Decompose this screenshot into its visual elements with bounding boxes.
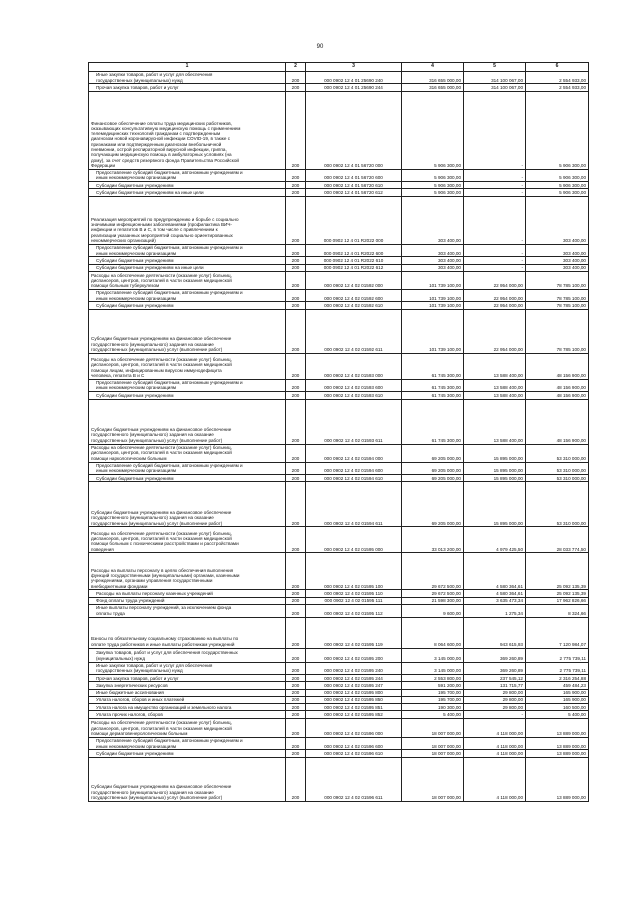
row-approved: 18 007 000,00 — [402, 737, 464, 750]
row-approved: 9 600,00 — [402, 604, 464, 617]
row-name: Субсидии бюджетным учреждениям на финансовое обеспечение государственного (муниципального) задания на оказание государственных (муниципальных) услуг (выполнение работ) — [89, 399, 286, 444]
row-executed: 4 118 000,00 — [464, 750, 526, 757]
row-name: Закупка энергетических ресурсов — [89, 682, 286, 689]
row-line-code: 200 — [286, 264, 306, 271]
row-unexecuted: 2 775 739,11 — [526, 662, 589, 675]
table-row — [89, 392, 589, 399]
row-budget-code: 000 0902 12 4 02 01596 000 — [306, 718, 402, 737]
row-executed: 3 635 473,34 — [464, 597, 526, 604]
row-approved: 101 739 100,00 — [402, 289, 464, 302]
table-row — [89, 675, 589, 682]
row-name: Реализация мероприятий по предупреждению и борьбе с социально значимыми инфекционными заболеваниями (профилактика ВИЧ- инфекции и гепатитов В и С, в том числе с привлечением к реализации указанных мероприятий социально ориентированных некоммерческих организаций) — [89, 196, 286, 244]
row-name: Взносы по обязательному социальному страхованию на выплаты по оплате труда работников и иные выплаты работникам учреждений — [89, 617, 286, 648]
row-approved: 316 655 000,00 — [402, 71, 464, 84]
row-name: Субсидии бюджетным учреждениям на финансовое обеспечение государственного (муниципального) задания на оказание государственных (муниципальных) услуг (выполнение работ) — [89, 309, 286, 353]
column-header: 2 — [286, 63, 306, 72]
row-line-code: 200 — [286, 527, 306, 553]
row-name: Субсидии бюджетным учреждениям на финансовое обеспечение государственного (муниципального) задания на оказание государственных (муниципальных) услуг (выполнение работ) — [89, 757, 286, 801]
table-row — [89, 169, 589, 182]
row-name: Иные бюджетные ассигнования — [89, 689, 286, 696]
row-approved: 69 205 000,00 — [402, 482, 464, 527]
row-budget-code: 000 0902 12 4 02 01595 247 — [306, 682, 402, 689]
row-line-code: 200 — [286, 84, 306, 91]
row-line-code: 200 — [286, 196, 306, 244]
table-row — [89, 662, 589, 675]
row-name: Субсидии бюджетным учреждениям на финансовое обеспечение государственного (муниципального) задания на оказание государственных (муниципальных) услуг (выполнение работ) — [89, 482, 286, 527]
row-budget-code: 000 0902 12 4 02 01594 611 — [306, 482, 402, 527]
row-approved: 303 400,00 — [402, 244, 464, 257]
row-unexecuted: 7 120 984,07 — [526, 617, 589, 648]
row-approved: 69 205 000,00 — [402, 444, 464, 462]
row-unexecuted: 48 156 900,00 — [526, 399, 589, 444]
row-approved: 303 400,00 — [402, 264, 464, 271]
row-name: Расходы на выплаты персоналу в целях обеспечения выполнения функций государственными (муниципальными) органами, казенными учреждениями, органами управления государственными внебюджетными фондами — [89, 553, 286, 590]
row-name: Закупка товаров, работ и услуг для обеспечения государственных (муниципальных) нужд — [89, 648, 286, 662]
row-unexecuted: 5 906 300,00 — [526, 91, 589, 169]
table-row — [89, 737, 589, 750]
row-executed: 13 588 400,00 — [464, 392, 526, 399]
row-unexecuted: 53 310 000,00 — [526, 482, 589, 527]
row-executed: 29 800,00 — [464, 696, 526, 703]
row-budget-code: 000 0902 12 4 02 01593 611 — [306, 399, 402, 444]
row-unexecuted: 165 900,00 — [526, 696, 589, 703]
row-approved: 61 745 300,00 — [402, 392, 464, 399]
row-approved: 303 400,00 — [402, 196, 464, 244]
row-name: Уплата налога на имущество организаций и земельного налога — [89, 704, 286, 711]
row-executed: - — [464, 711, 526, 718]
row-approved: 18 007 000,00 — [402, 750, 464, 757]
row-unexecuted: 48 156 900,00 — [526, 392, 589, 399]
row-executed: 314 100 067,00 — [464, 71, 526, 84]
row-line-code: 200 — [286, 662, 306, 675]
row-name: Иные закупки товаров, работ и услуг для обеспечения государственных (муниципальных) нужд — [89, 662, 286, 675]
row-unexecuted: 78 785 100,00 — [526, 289, 589, 302]
row-unexecuted: 5 400,00 — [526, 711, 589, 718]
row-budget-code: 000 0902 12 4 02 01596 610 — [306, 750, 402, 757]
row-executed: 22 954 000,00 — [464, 271, 526, 289]
row-unexecuted: 53 310 000,00 — [526, 475, 589, 482]
row-line-code: 200 — [286, 689, 306, 696]
row-name: Расходы на обеспечение деятельности (оказание услуг) больниц, диспансеров, центров, госпиталей в части оказания медицинской помощи наркологическим больным — [89, 444, 286, 462]
row-name: Субсидии бюджетным учреждениям — [89, 392, 286, 399]
row-line-code: 200 — [286, 169, 306, 182]
row-line-code: 200 — [286, 750, 306, 757]
row-line-code: 200 — [286, 399, 306, 444]
row-line-code: 200 — [286, 597, 306, 604]
row-executed: 13 588 400,00 — [464, 399, 526, 444]
table-body — [89, 71, 589, 801]
row-line-code: 200 — [286, 271, 306, 289]
row-budget-code: 000 0902 12 4 02 01595 112 — [306, 604, 402, 617]
column-header: 4 — [402, 63, 464, 72]
row-line-code: 200 — [286, 648, 306, 662]
row-budget-code: 000 0902 12 4 01 R2022 610 — [306, 257, 402, 264]
row-unexecuted: 5 906 300,00 — [526, 189, 589, 196]
row-name: Субсидии бюджетным учреждениям — [89, 475, 286, 482]
row-budget-code: 000 0902 12 4 02 01595 850 — [306, 696, 402, 703]
row-unexecuted: 17 962 826,66 — [526, 597, 589, 604]
row-line-code: 200 — [286, 182, 306, 189]
row-line-code: 200 — [286, 604, 306, 617]
row-approved: 303 400,00 — [402, 257, 464, 264]
row-line-code: 200 — [286, 590, 306, 597]
table-row — [89, 379, 589, 392]
row-budget-code: 000 0902 12 4 02 01592 611 — [306, 309, 402, 353]
row-budget-code: 000 0902 12 4 01 R2022 000 — [306, 196, 402, 244]
row-name: Расходы на обеспечение деятельности (оказание услуг) больниц, диспансеров, центров, госпиталей в части оказания медицинской помощи лицам, инфицированным вирусом иммунодефицита человека, гепатита В и С — [89, 353, 286, 379]
row-budget-code: 000 0902 12 4 02 01596 611 — [306, 757, 402, 801]
table-row — [89, 682, 589, 689]
row-approved: 69 205 000,00 — [402, 475, 464, 482]
row-unexecuted: 303 400,00 — [526, 196, 589, 244]
row-executed: - — [464, 257, 526, 264]
row-approved: 8 064 600,00 — [402, 617, 464, 648]
row-budget-code: 000 0902 12 4 02 01595 000 — [306, 527, 402, 553]
row-approved: 33 013 200,00 — [402, 527, 464, 553]
row-approved: 61 745 300,00 — [402, 379, 464, 392]
row-executed: - — [464, 189, 526, 196]
row-executed: 15 895 000,00 — [464, 444, 526, 462]
table-row — [89, 553, 589, 590]
row-executed: 15 895 000,00 — [464, 475, 526, 482]
row-approved: 69 205 000,00 — [402, 462, 464, 475]
row-executed: 314 100 067,00 — [464, 84, 526, 91]
row-unexecuted: 13 889 000,00 — [526, 718, 589, 737]
row-executed: 369 260,89 — [464, 648, 526, 662]
row-line-code: 200 — [286, 617, 306, 648]
row-executed: 4 580 364,61 — [464, 590, 526, 597]
row-approved: 591 200,00 — [402, 682, 464, 689]
budget-table — [88, 62, 589, 802]
row-unexecuted: 48 156 900,00 — [526, 353, 589, 379]
row-unexecuted: 25 092 135,39 — [526, 590, 589, 597]
row-approved: 5 906 300,00 — [402, 91, 464, 169]
table-row — [89, 527, 589, 553]
row-executed: 22 954 000,00 — [464, 302, 526, 309]
row-budget-code: 000 0902 12 4 02 01595 111 — [306, 597, 402, 604]
row-budget-code: 000 0902 12 4 02 01595 200 — [306, 648, 402, 662]
row-name: Расходы на выплаты персоналу казенных учреждений — [89, 590, 286, 597]
row-unexecuted: 2 554 933,00 — [526, 71, 589, 84]
row-executed: 15 895 000,00 — [464, 482, 526, 527]
row-executed: - — [464, 264, 526, 271]
row-name: Расходы на обеспечение деятельности (оказание услуг) больниц, диспансеров, центров, госпиталей в части оказания медицинской помощи дерматовенерологическим больным — [89, 718, 286, 737]
row-name: Прочая закупка товаров, работ и услуг — [89, 675, 286, 682]
table-row — [89, 257, 589, 264]
row-line-code: 200 — [286, 711, 306, 718]
row-name: Субсидии бюджетным учреждениям на иные цели — [89, 189, 286, 196]
table-header — [89, 63, 589, 72]
table-row — [89, 718, 589, 737]
row-line-code: 200 — [286, 91, 306, 169]
row-executed: 22 954 000,00 — [464, 289, 526, 302]
table-row — [89, 704, 589, 711]
table-row — [89, 604, 589, 617]
row-line-code: 200 — [286, 302, 306, 309]
row-approved: 3 145 000,00 — [402, 662, 464, 675]
row-line-code: 200 — [286, 462, 306, 475]
row-executed: 4 580 364,61 — [464, 553, 526, 590]
row-name: Прочая закупка товаров, работ и услуг — [89, 84, 286, 91]
row-budget-code: 000 0902 12 4 02 01594 600 — [306, 462, 402, 475]
row-executed: 15 895 000,00 — [464, 462, 526, 475]
column-header: 5 — [464, 63, 526, 72]
row-name: Предоставление субсидий бюджетным, автономным учреждениям и иным некоммерческим организациям — [89, 289, 286, 302]
row-budget-code: 000 0902 12 4 01 56720 000 — [306, 91, 402, 169]
row-approved: 29 672 500,00 — [402, 590, 464, 597]
row-executed: 131 715,77 — [464, 682, 526, 689]
row-approved: 195 700,00 — [402, 696, 464, 703]
row-unexecuted: 5 906 300,00 — [526, 182, 589, 189]
table-row — [89, 444, 589, 462]
row-unexecuted: 303 400,00 — [526, 244, 589, 257]
row-line-code: 200 — [286, 392, 306, 399]
row-unexecuted: 2 316 254,88 — [526, 675, 589, 682]
table-row — [89, 271, 589, 289]
row-unexecuted: 78 785 100,00 — [526, 309, 589, 353]
row-approved: 2 553 800,00 — [402, 675, 464, 682]
row-unexecuted: 160 500,00 — [526, 704, 589, 711]
row-unexecuted: 78 785 100,00 — [526, 271, 589, 289]
row-executed: 13 588 400,00 — [464, 379, 526, 392]
row-approved: 101 739 100,00 — [402, 271, 464, 289]
table-row — [89, 689, 589, 696]
row-approved: 101 739 100,00 — [402, 309, 464, 353]
row-budget-code: 000 0902 12 4 02 01593 000 — [306, 353, 402, 379]
row-line-code: 200 — [286, 737, 306, 750]
row-executed: - — [464, 182, 526, 189]
row-approved: 195 700,00 — [402, 689, 464, 696]
row-budget-code: 000 0902 12 4 01 56720 600 — [306, 169, 402, 182]
row-approved: 316 655 000,00 — [402, 84, 464, 91]
row-unexecuted: 8 324,66 — [526, 604, 589, 617]
row-budget-code: 000 0902 12 4 02 01593 600 — [306, 379, 402, 392]
row-unexecuted: 303 400,00 — [526, 257, 589, 264]
row-executed: 369 260,89 — [464, 662, 526, 675]
table-row — [89, 244, 589, 257]
table-row — [89, 289, 589, 302]
row-executed: 29 800,00 — [464, 689, 526, 696]
row-unexecuted: 165 900,00 — [526, 689, 589, 696]
row-unexecuted: 13 889 000,00 — [526, 737, 589, 750]
row-budget-code: 000 0902 12 4 02 01595 800 — [306, 689, 402, 696]
table-row — [89, 617, 589, 648]
row-executed: 22 954 000,00 — [464, 309, 526, 353]
row-unexecuted: 13 889 000,00 — [526, 750, 589, 757]
row-line-code: 200 — [286, 757, 306, 801]
row-line-code: 200 — [286, 353, 306, 379]
row-budget-code: 000 0902 12 4 02 01595 852 — [306, 711, 402, 718]
row-line-code: 200 — [286, 682, 306, 689]
row-name: Уплата налогов, сборов и иных платежей — [89, 696, 286, 703]
row-budget-code: 000 0902 12 4 01 25690 240 — [306, 71, 402, 84]
row-budget-code: 000 0902 12 4 02 01595 110 — [306, 590, 402, 597]
row-executed: - — [464, 169, 526, 182]
row-approved: 18 007 000,00 — [402, 718, 464, 737]
table-row — [89, 399, 589, 444]
row-line-code: 200 — [286, 309, 306, 353]
row-executed: 4 118 000,00 — [464, 718, 526, 737]
row-line-code: 200 — [286, 379, 306, 392]
row-budget-code: 000 0902 12 4 02 01594 610 — [306, 475, 402, 482]
row-executed: 29 800,00 — [464, 704, 526, 711]
row-executed: 4 118 000,00 — [464, 757, 526, 801]
row-approved: 29 672 500,00 — [402, 553, 464, 590]
row-line-code: 200 — [286, 704, 306, 711]
row-budget-code: 000 0902 12 4 02 01592 610 — [306, 302, 402, 309]
row-name: Предоставление субсидий бюджетным, автономным учреждениям и иным некоммерческим организациям — [89, 462, 286, 475]
row-approved: 5 906 300,00 — [402, 169, 464, 182]
table-row — [89, 182, 589, 189]
row-budget-code: 000 0902 12 4 01 R2022 612 — [306, 264, 402, 271]
row-executed: 4 118 000,00 — [464, 737, 526, 750]
table-row — [89, 648, 589, 662]
table-row — [89, 353, 589, 379]
row-name: Расходы на обеспечение деятельности (оказание услуг) больниц, диспансеров, центров, госпиталей в части оказания медицинской помощи больным с психическими расстройствами и расстройствами поведения — [89, 527, 286, 553]
row-name: Субсидии бюджетным учреждениям на иные цели — [89, 264, 286, 271]
row-approved: 3 145 000,00 — [402, 648, 464, 662]
table-row — [89, 696, 589, 703]
row-approved: 21 598 300,00 — [402, 597, 464, 604]
row-line-code: 200 — [286, 257, 306, 264]
table-row — [89, 84, 589, 91]
row-executed: 13 588 400,00 — [464, 353, 526, 379]
row-budget-code: 000 0902 12 4 01 R2022 600 — [306, 244, 402, 257]
row-executed: 237 545,12 — [464, 675, 526, 682]
row-name: Предоставление субсидий бюджетным, автономным учреждениям и иным некоммерческим организациям — [89, 169, 286, 182]
row-name: Уплата прочих налогов, сборов — [89, 711, 286, 718]
table-row — [89, 757, 589, 801]
row-unexecuted: 2 775 739,11 — [526, 648, 589, 662]
row-unexecuted: 2 554 933,00 — [526, 84, 589, 91]
row-executed: 1 275,34 — [464, 604, 526, 617]
row-approved: 61 745 300,00 — [402, 353, 464, 379]
row-line-code: 200 — [286, 696, 306, 703]
table-row — [89, 71, 589, 84]
row-unexecuted: 13 889 000,00 — [526, 757, 589, 801]
row-executed: - — [464, 244, 526, 257]
row-line-code: 200 — [286, 718, 306, 737]
row-unexecuted: 78 785 100,00 — [526, 302, 589, 309]
row-line-code: 200 — [286, 244, 306, 257]
row-executed: - — [464, 91, 526, 169]
table-row — [89, 196, 589, 244]
row-name: Предоставление субсидий бюджетным, автономным учреждениям и иным некоммерческим организациям — [89, 244, 286, 257]
row-budget-code: 000 0902 12 4 02 01595 244 — [306, 675, 402, 682]
row-name: Субсидии бюджетным учреждениям — [89, 182, 286, 189]
row-executed: - — [464, 196, 526, 244]
column-header: 6 — [526, 63, 589, 72]
row-approved: 18 007 000,00 — [402, 757, 464, 801]
row-budget-code: 000 0902 12 4 01 56720 610 — [306, 182, 402, 189]
row-line-code: 200 — [286, 444, 306, 462]
row-approved: 5 906 300,00 — [402, 189, 464, 196]
row-name: Иные закупки товаров, работ и услуг для обеспечения государственных (муниципальных) нужд — [89, 71, 286, 84]
row-unexecuted: 303 400,00 — [526, 264, 589, 271]
row-unexecuted: 25 092 135,39 — [526, 553, 589, 590]
row-executed: 4 979 425,50 — [464, 527, 526, 553]
row-approved: 190 300,00 — [402, 704, 464, 711]
row-name: Субсидии бюджетным учреждениям — [89, 257, 286, 264]
table-row — [89, 189, 589, 196]
table-row — [89, 711, 589, 718]
row-budget-code: 000 0902 12 4 02 01592 600 — [306, 289, 402, 302]
table-row — [89, 91, 589, 169]
row-line-code: 200 — [286, 289, 306, 302]
table-row — [89, 309, 589, 353]
row-approved: 5 906 300,00 — [402, 182, 464, 189]
row-approved: 61 745 300,00 — [402, 399, 464, 444]
row-unexecuted: 53 310 000,00 — [526, 462, 589, 475]
row-unexecuted: 459 484,23 — [526, 682, 589, 689]
row-budget-code: 000 0902 12 4 02 01595 100 — [306, 553, 402, 590]
row-name: Предоставление субсидий бюджетным, автономным учреждениям и иным некоммерческим организациям — [89, 379, 286, 392]
table-row — [89, 302, 589, 309]
table-row — [89, 597, 589, 604]
row-budget-code: 000 0902 12 4 02 01594 000 — [306, 444, 402, 462]
header-row — [89, 63, 589, 72]
table-row — [89, 264, 589, 271]
row-budget-code: 000 0902 12 4 01 56720 612 — [306, 189, 402, 196]
row-name: Субсидии бюджетным учреждениям — [89, 750, 286, 757]
row-line-code: 200 — [286, 482, 306, 527]
table-row — [89, 482, 589, 527]
row-budget-code: 000 0902 12 4 02 01593 610 — [306, 392, 402, 399]
row-line-code: 200 — [286, 475, 306, 482]
table-row — [89, 462, 589, 475]
table-row — [89, 475, 589, 482]
row-budget-code: 000 0902 12 4 02 01595 119 — [306, 617, 402, 648]
column-header: 1 — [89, 63, 286, 72]
row-budget-code: 000 0902 12 4 01 25690 244 — [306, 84, 402, 91]
row-unexecuted: 5 906 300,00 — [526, 169, 589, 182]
row-name: Субсидии бюджетным учреждениям — [89, 302, 286, 309]
row-budget-code: 000 0902 12 4 02 01596 600 — [306, 737, 402, 750]
row-approved: 101 739 100,00 — [402, 302, 464, 309]
column-header: 3 — [306, 63, 402, 72]
row-line-code: 200 — [286, 71, 306, 84]
row-line-code: 200 — [286, 675, 306, 682]
table-row — [89, 750, 589, 757]
row-budget-code: 000 0902 12 4 02 01595 240 — [306, 662, 402, 675]
row-budget-code: 000 0902 12 4 02 01595 851 — [306, 704, 402, 711]
row-unexecuted: 28 033 774,50 — [526, 527, 589, 553]
row-unexecuted: 53 310 000,00 — [526, 444, 589, 462]
row-name: Предоставление субсидий бюджетным, автономным учреждениям и иным некоммерческим организациям — [89, 737, 286, 750]
row-name: Фонд оплаты труда учреждений — [89, 597, 286, 604]
row-name: Иные выплаты персоналу учреждений, за исключением фонда оплаты труда — [89, 604, 286, 617]
row-budget-code: 000 0902 12 4 02 01592 000 — [306, 271, 402, 289]
row-name: Финансовое обеспечение оплаты труда медицинских работников, оказывающих консультативную медицинскую помощь с применением телемедицинских технологий гражданам с подтвержденным диагнозом новой коронавирусной инфекции COVID-19, в также с признаками или подтвержденным диагнозом внебольничной пневмонии, острой респираторной вирусной инфекции, гриппа, получающим медицинскую помощь в амбулаторных условиях (на дому), за счет средств резервного фонда Правительства Российской Федерации — [89, 91, 286, 169]
row-line-code: 200 — [286, 189, 306, 196]
table-row — [89, 590, 589, 597]
row-approved: 5 400,00 — [402, 711, 464, 718]
page-number: 90 — [316, 44, 324, 50]
row-line-code: 200 — [286, 553, 306, 590]
row-executed: 943 615,93 — [464, 617, 526, 648]
row-unexecuted: 48 156 900,00 — [526, 379, 589, 392]
row-name: Расходы на обеспечение деятельности (оказание услуг) больниц, диспансеров, центров, госпиталей в части оказания медицинской помощи больным туберкулезом — [89, 271, 286, 289]
